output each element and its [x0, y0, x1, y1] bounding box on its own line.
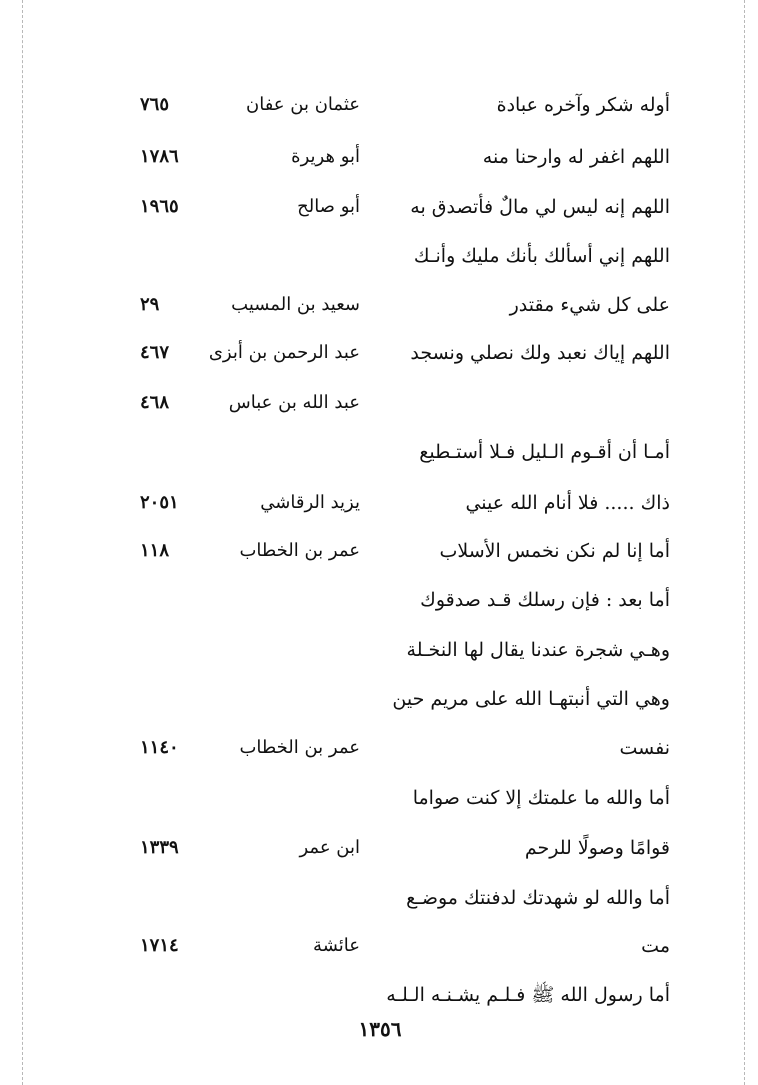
hadith-opening-text: اللهم إنه ليس لي مالٌ فأتصدق به: [410, 196, 670, 218]
index-row: [140, 878, 670, 918]
index-row: [140, 728, 670, 768]
index-row: [140, 531, 670, 571]
hadith-number: ٤٦٨: [140, 392, 170, 413]
index-row: [140, 333, 670, 373]
hadith-opening-text: وهـي شجرة عندنا يقال لها النخـلة: [406, 639, 670, 661]
hadith-opening-text: أما بعد : فإن رسلك قـد صدقوك: [420, 589, 670, 611]
index-row: [140, 926, 670, 966]
narrator-name: عمر بن الخطاب: [239, 540, 360, 561]
index-row: [140, 383, 670, 423]
hadith-number: ٧٦٥: [140, 94, 170, 115]
hadith-opening-text: مت: [641, 935, 670, 957]
index-row: [140, 778, 670, 818]
narrator-name: عثمان بن عفان: [246, 94, 360, 115]
index-row: [140, 630, 670, 670]
hadith-number: ١١٤٠: [140, 737, 179, 758]
hadith-opening-text: اللهم إياك نعبد ولك نصلي ونسجد: [410, 342, 670, 364]
hadith-number: ١٣٣٩: [140, 837, 179, 858]
hadith-opening-text: أوله شكر وآخره عبادة: [496, 94, 670, 116]
narrator-name: سعيد بن المسيب: [231, 294, 360, 315]
index-row: [140, 137, 670, 177]
narrator-name: عائشة: [313, 935, 360, 956]
index-row: [140, 236, 670, 276]
hadith-opening-text: على كل شيء مقتدر: [509, 294, 670, 316]
hadith-number: ١٧٨٦: [140, 146, 179, 167]
narrator-name: أبو صالح: [297, 196, 360, 217]
narrator-name: ابن عمر: [299, 837, 360, 858]
hadith-number: ١١٨: [140, 540, 170, 561]
narrator-name: عمر بن الخطاب: [239, 737, 360, 758]
hadith-number: ٢٠٥١: [140, 492, 179, 513]
hadith-opening-text: قوامًا وصولًا للرحم: [524, 837, 670, 859]
index-row: [140, 483, 670, 523]
hadith-opening-text: أما إنا لم نكن نخمس الأسلاب: [439, 540, 670, 562]
hadith-opening-text: أما رسول الله ﷺ فـلـم يشـنـه الـلـه: [386, 984, 670, 1006]
hadith-opening-text: أما والله لو شهدتك لدفنتك موضـع: [406, 887, 670, 909]
narrator-name: عبد الرحمن بن أبزى: [208, 342, 360, 363]
hadith-opening-text: وهي التي أنبتهـا الله على مريم حين: [392, 688, 670, 710]
hadith-opening-text: نفست: [619, 737, 670, 759]
hadith-number: ٢٩: [140, 294, 160, 315]
hadith-opening-text: اللهم اغفر له وارحنا منه: [482, 146, 670, 168]
narrator-name: يزيد الرقاشي: [260, 492, 360, 513]
hadith-opening-text: ذاك ..... فلا أنام الله عيني: [465, 492, 670, 514]
index-row: [140, 679, 670, 719]
index-row: [140, 432, 670, 472]
index-row: [140, 285, 670, 325]
index-row: [140, 828, 670, 868]
index-row: [140, 187, 670, 227]
index-row: [140, 975, 670, 1015]
index-row: [140, 85, 670, 125]
hadith-number: ١٧١٤: [140, 935, 179, 956]
index-row: [140, 580, 670, 620]
hadith-opening-text: أما والله ما علمتك إلا كنت صواما: [412, 787, 670, 809]
hadith-number: ٤٦٧: [140, 342, 170, 363]
hadith-opening-text: أمـا أن أقـوم الـليل فـلا أستـطيع: [419, 441, 670, 463]
hadith-opening-text: اللهم إني أسألك بأنك مليك وأنـك: [413, 245, 670, 267]
page-number: ١٣٥٦: [358, 1017, 402, 1041]
narrator-name: أبو هريرة: [291, 146, 360, 167]
hadith-number: ١٩٦٥: [140, 196, 179, 217]
narrator-name: عبد الله بن عباس: [228, 392, 360, 413]
